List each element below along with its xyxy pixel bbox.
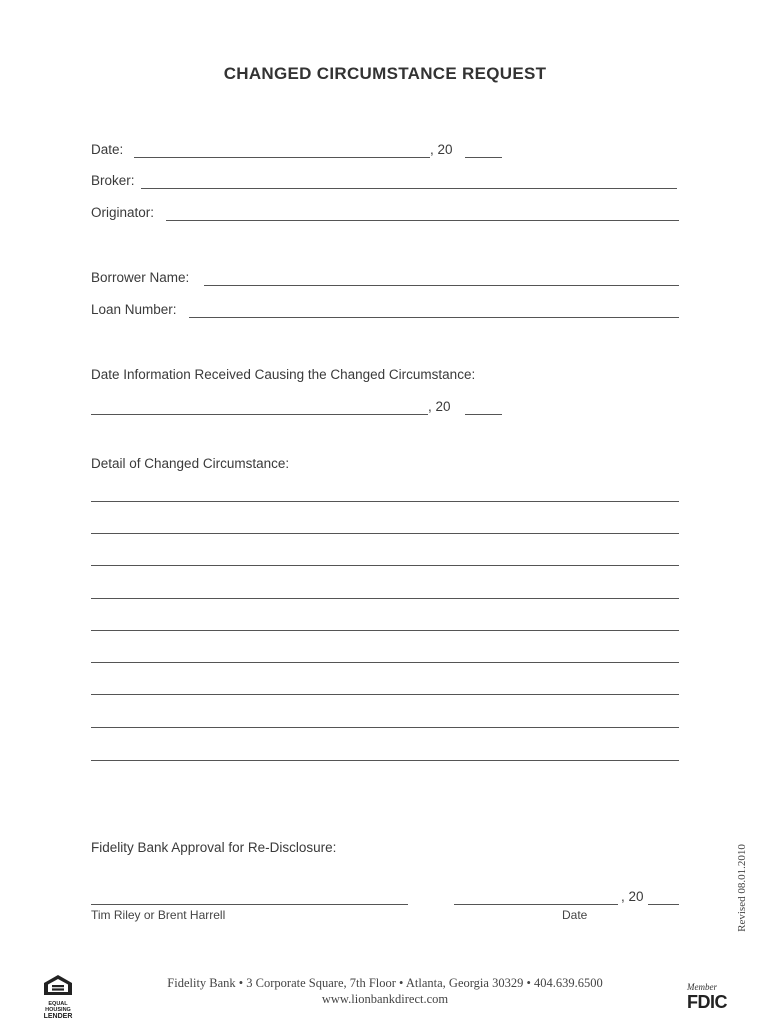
form-title: CHANGED CIRCUMSTANCE REQUEST: [223, 64, 547, 83]
fdic-member-text: Member: [687, 982, 717, 992]
approval-date-caption: Date: [562, 908, 588, 922]
date-year-prefix: , 20: [430, 142, 453, 157]
approval-year-field[interactable]: [648, 904, 679, 905]
detail-line[interactable]: [91, 760, 679, 761]
borrower-name-field[interactable]: [204, 285, 679, 286]
loan-number-label: Loan Number:: [91, 302, 177, 317]
originator-label: Originator:: [91, 205, 155, 220]
approval-year-prefix: , 20: [621, 889, 644, 904]
date-received-year-prefix: , 20: [428, 399, 451, 414]
detail-line[interactable]: [91, 501, 679, 502]
loan-number-field[interactable]: [189, 317, 679, 318]
detail-line[interactable]: [91, 727, 679, 728]
borrower-name-label: Borrower Name:: [91, 270, 190, 285]
originator-field[interactable]: [166, 220, 679, 221]
date-field[interactable]: [134, 157, 430, 158]
footer-address: Fidelity Bank • 3 Corporate Square, 7th Floor • Atlanta, Georgia 30329 • 404.639.6500: [167, 976, 603, 990]
detail-line[interactable]: [91, 694, 679, 695]
detail-line[interactable]: [91, 598, 679, 599]
date-received-label: Date Information Received Causing the Changed Circumstance:: [91, 367, 476, 382]
approval-label: Fidelity Bank Approval for Re-Disclosure:: [91, 840, 337, 855]
detail-line[interactable]: [91, 630, 679, 631]
fdic-text: FDIC: [687, 992, 727, 1012]
revised-date: Revised 08.01.2010: [736, 844, 748, 932]
date-year-field[interactable]: [465, 157, 502, 158]
detail-line[interactable]: [91, 533, 679, 534]
approval-signer-caption: Tim Riley or Brent Harrell: [91, 908, 226, 922]
broker-field[interactable]: [141, 188, 677, 189]
detail-line[interactable]: [91, 662, 679, 663]
ehl-top-text: EQUAL HOUSING: [45, 1001, 71, 1013]
approval-date-field[interactable]: [454, 904, 618, 905]
detail-label: Detail of Changed Circumstance:: [91, 456, 290, 471]
broker-label: Broker:: [91, 173, 135, 188]
detail-line[interactable]: [91, 565, 679, 566]
ehl-bottom-text: LENDER: [43, 1013, 73, 1020]
approval-signature-field[interactable]: [91, 904, 408, 905]
footer-website[interactable]: www.lionbankdirect.com: [321, 992, 449, 1006]
date-received-year-field[interactable]: [465, 414, 502, 415]
date-label: Date:: [91, 142, 124, 157]
fdic-logo: [687, 982, 727, 1013]
date-received-field[interactable]: [91, 414, 428, 415]
